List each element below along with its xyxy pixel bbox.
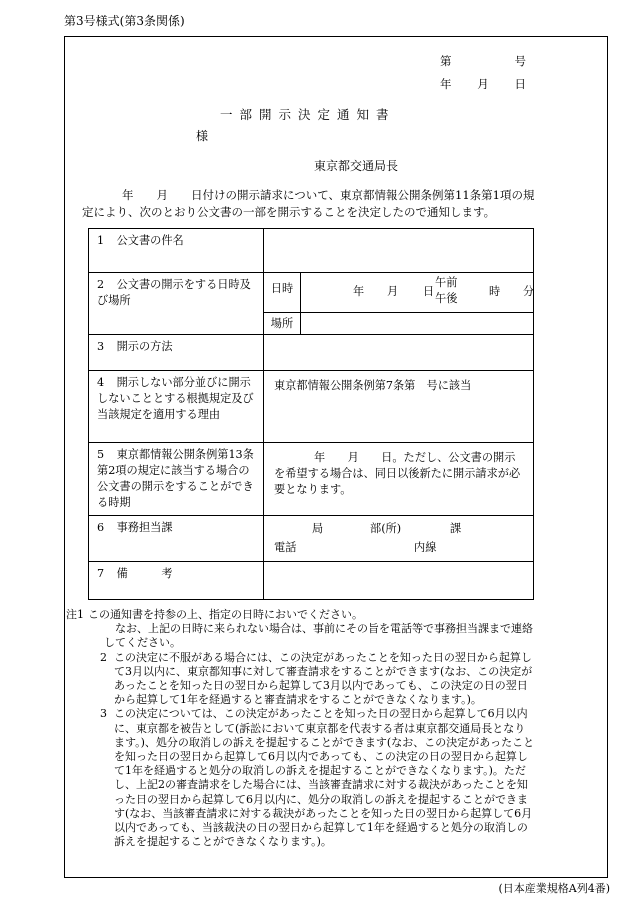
note-prefix: 3 (100, 707, 107, 721)
row-label: 1 公文書の件名 (89, 229, 264, 273)
recipient-honorific: 様 (196, 129, 209, 143)
form-label: 第3号様式(第3条関係) (64, 14, 185, 28)
row-label: 5 東京都情報公開条例第13条第2項の規定に該当する場合の公文書の開示をすることができる時期 (89, 443, 264, 516)
issuer-name: 東京都交通局長 (314, 159, 399, 173)
document-number (440, 53, 526, 69)
document-subject-value (264, 229, 534, 273)
nondisclosure-reason-value: 東京都情報公開条例第7条第 号に該当 (264, 371, 534, 443)
note-1: この通知書を持参の上、指定の日時においでください。 (88, 608, 363, 621)
table-row (89, 229, 534, 273)
decision-table (88, 228, 534, 600)
datetime-sublabel: 日時 (264, 273, 301, 313)
date-day-label: 日 (514, 77, 526, 91)
doc-number-dai: 第 (440, 54, 452, 68)
table-row (89, 516, 534, 562)
datetime-value: 年 月 日 午前 午後 時 分 (301, 273, 534, 313)
document-date (440, 76, 526, 92)
notes-section (66, 608, 536, 849)
note-1-sub: なお、上記の日時に来られない場合は、事前にその旨を電話等で事務担当課まで連絡してください。 (104, 622, 533, 650)
table-row (89, 335, 534, 371)
place-value (301, 313, 534, 335)
place-sublabel: 場所 (264, 313, 301, 335)
date-year-label: 年 (440, 77, 452, 91)
row-label: 2 公文書の開示をする日時及び場所 (89, 273, 264, 335)
table-row (89, 371, 534, 443)
row-label: 7 備 考 (89, 562, 264, 600)
page-title: 一部開示決定通知書 (220, 107, 396, 122)
disclosure-method-value (264, 335, 534, 371)
table-row (89, 443, 534, 516)
table-row (89, 273, 534, 313)
row-label: 4 開示しない部分並びに開示しないこととする根拠規定及び当該規定を適用する理由 (89, 371, 264, 443)
note-prefix: 注1 (66, 608, 84, 621)
remarks-value (264, 562, 534, 600)
row-label: 3 開示の方法 (89, 335, 264, 371)
table-row (89, 562, 534, 600)
disclosure-timing-value: 年 月 日。ただし、公文書の開示を希望する場合は、同日以後新たに開示請求が必要となります。 (264, 443, 534, 516)
row-label: 6 事務担当課 (89, 516, 264, 562)
footer-paper-spec: (日本産業規格A列4番) (498, 882, 610, 895)
contact-section-value: 局 部(所) 課 電話 内線 (264, 516, 534, 562)
doc-number-go: 号 (514, 54, 526, 68)
note-3: この決定については、この決定があったことを知った日の翌日から起算して6月以内に、東京都を被告として(訴訟において東京都を代表する者は東京都交通局長となります。)、処分の取消しの訴えを提起することができます(なお、この決定があったことを知った日の翌日から起算して6月以内であっても、この決定の日の翌日から起算して1年を経過すると処分の取消しの訴えを提起することができなくなります。)。ただし、上記2の審査請求をした場合には、当該審査請求に対する裁決があったことを知った日の翌日から起算して6月以内に、処分の取消しの訴えを提起することができます(なお、当該審査請求に対する裁決があったことを知った日の翌日から起算して6月以内であっても、当該裁決の日の翌日から起算して1年を経過すると処分の取消しの訴えを提起することができなくなります。)。 (114, 707, 535, 849)
lead-paragraph: 年 月 日付けの開示請求について、東京都情報公開条例第11条第1項の規定により、次のとおり公文書の一部を開示することを決定したので通知します。 (82, 188, 535, 219)
note-prefix: 2 (100, 650, 107, 664)
note-2: この決定に不服がある場合には、この決定があったことを知った日の翌日から起算して3月以内に、東京都知事に対して審査請求をすることができます(なお、この決定があったことを知った日の翌日から起算して3月以内であっても、この決定の日の翌日から起算して1年を経過すると審査請求をすることができなくなります。)。 (114, 650, 533, 707)
date-month-label: 月 (477, 77, 489, 91)
